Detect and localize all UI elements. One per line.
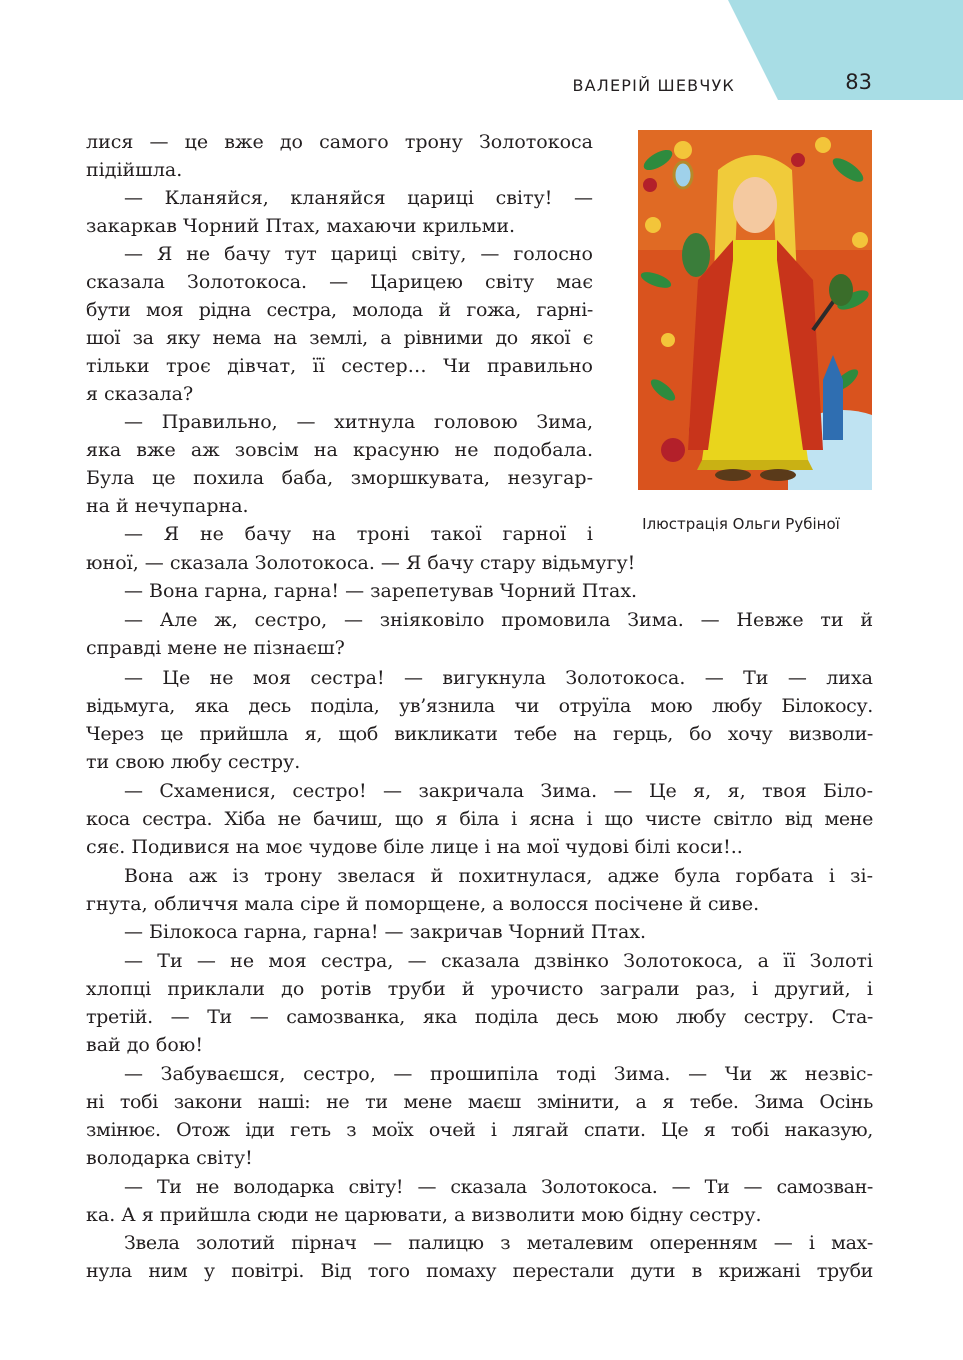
- text-line: змінює. Отож іди геть з моїх очей і лягай спати. Це я тобі наказую,: [86, 1119, 873, 1141]
- text-line: відьмуга, яка десь поділа, ув’язнила чи отруїла мою любу Білокосу.: [86, 695, 873, 717]
- text-line: я сказала?: [86, 383, 194, 405]
- text-line: — Забуваєшся, сестро, — прошипіла тоді Зима. — Чи ж незвіс-: [124, 1063, 873, 1085]
- text-line: хлопці приклали до ротів труби й урочисто заграли раз, і другий, і: [86, 978, 873, 1000]
- running-head-author: ВАЛЕРІЙ ШЕВЧУК: [572, 76, 735, 95]
- text-line: Через це прийшла я, щоб викликати тебе на герць, бо хочу визволи-: [86, 723, 873, 745]
- text-line: — Це не моя сестра! — вигукнула Золотокоса. — Ти — лиха: [124, 667, 873, 689]
- text-line: юної, — сказала Золотокоса. — Я бачу стару відьмугу!: [86, 552, 636, 574]
- illustration: [638, 130, 872, 490]
- text-line: — Кланяйся, кланяйся цариці світу! —: [124, 187, 593, 209]
- text-line: володарка світу!: [86, 1147, 253, 1169]
- text-line: вай до бою!: [86, 1034, 203, 1056]
- text-line: підійшла.: [86, 159, 183, 181]
- text-line: лися — це вже до самого трону Золотокоса: [86, 131, 593, 153]
- text-line: — Вона гарна, гарна! — зарепетував Чорний Птах.: [124, 580, 638, 602]
- text-line: ні тобі закони наші: не ти мене маєш змінити, а я тебе. Зима Осінь: [86, 1091, 873, 1113]
- text-line: ка. А я прийшла сюди не царювати, а визволити мою бідну сестру.: [86, 1204, 762, 1226]
- illustration-artwork: [638, 130, 872, 490]
- text-line: бути моя рідна сестра, молода й гожа, гарні-: [86, 299, 593, 321]
- text-line: — Білокоса гарна, гарна! — закричав Чорний Птах.: [124, 921, 647, 943]
- text-line: коса сестра. Хіба не бачиш, що я біла і ясна і що чисте світло від мене: [86, 808, 873, 830]
- text-line: — Але ж, сестро, — зніяковіло промовила Зима. — Невже ти й: [124, 609, 873, 631]
- text-line: Звела золотий пірнач — палицю з металевим опеpенням — і мах-: [124, 1232, 873, 1254]
- text-line: Вона аж із трону звелася й похитнулася, адже була горбата і зі-: [124, 865, 873, 887]
- text-line: — Схаменися, сестро! — закричала Зима. — Це я, я, твоя Біло-: [124, 780, 873, 802]
- text-line: сказала Золотокоса. — Царицею світу має: [86, 271, 593, 293]
- text-line: Була це похила баба, зморшкувата, незугар-: [86, 467, 593, 489]
- text-line: тільки троє дівчат, її сестер… Чи правильно: [86, 355, 593, 377]
- text-line: нула ним у повітрі. Від того помаху перестали дути в крижані труби: [86, 1260, 873, 1282]
- text-line: гнута, обличчя мала сіре й поморщене, а волосся посічене й сиве.: [86, 893, 760, 915]
- text-line: шої за яку нема на землі, а рівними до якої є: [86, 327, 593, 349]
- text-line: третій. — Ти — самозванка, яка поділа десь мою любу сестру. Ста-: [86, 1006, 873, 1028]
- text-line: справді мене не пізнаєш?: [86, 637, 345, 659]
- text-line: закаркав Чорний Птах, махаючи крильми.: [86, 215, 516, 237]
- text-line: сяє. Подивися на моє чудове біле лице і на мої чудові білі коси!..: [86, 836, 743, 858]
- text-line: — Ти не володарка світу! — сказала Золотокоса. — Ти — самозван-: [124, 1176, 873, 1198]
- text-line: ти свою любу сестру.: [86, 751, 301, 773]
- text-line: яка вже аж зовсім на красуню не подобала.: [86, 439, 593, 461]
- text-line: — Я не бачу тут цариці світу, — голосно: [124, 243, 593, 265]
- text-line: на й нечупарна.: [86, 495, 249, 517]
- text-line: — Правильно, — хитнула головою Зима,: [124, 411, 593, 433]
- text-line: — Я не бачу на троні такої гарної і: [124, 523, 593, 545]
- text-line: — Ти — не моя сестра, — сказала дзвінко Золотокоса, а її Золоті: [124, 950, 873, 972]
- page-number: 83: [845, 70, 872, 94]
- illustration-caption: Ілюстрація Ольги Рубіної: [642, 515, 840, 533]
